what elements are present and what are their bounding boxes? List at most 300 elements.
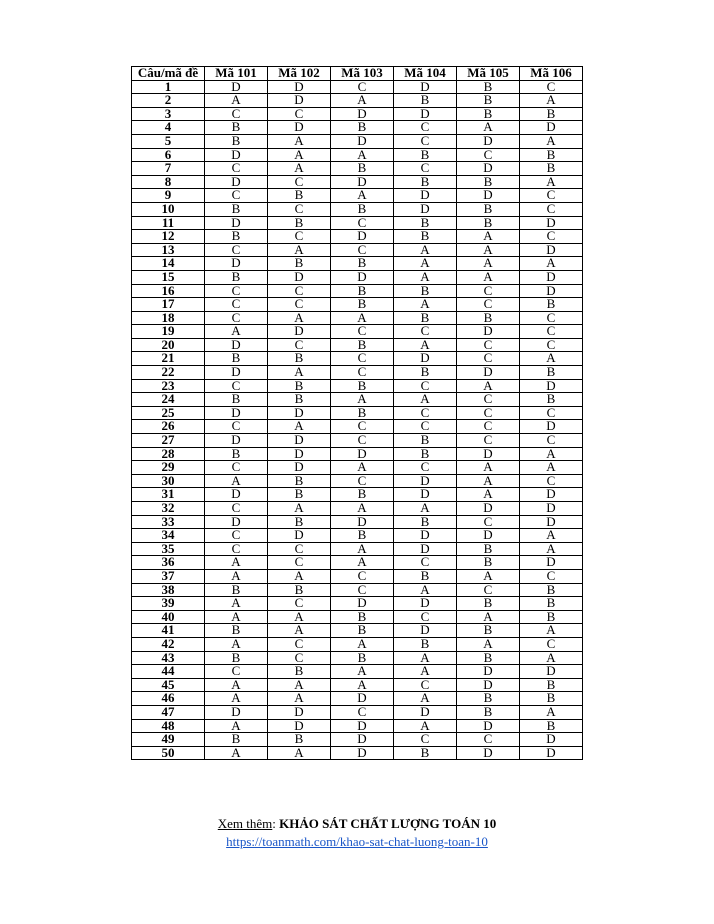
answer-cell: C: [457, 338, 520, 352]
answer-cell: D: [268, 80, 331, 94]
answer-cell: B: [520, 366, 583, 380]
answer-cell: A: [520, 461, 583, 475]
answer-cell: A: [205, 597, 268, 611]
answer-cell: B: [394, 637, 457, 651]
answer-cell: B: [457, 94, 520, 108]
answer-cell: A: [457, 461, 520, 475]
header-exam-code: Mã 104: [394, 67, 457, 81]
answer-cell: A: [394, 257, 457, 271]
answer-cell: C: [331, 420, 394, 434]
answer-cell: C: [205, 529, 268, 543]
answer-cell: B: [394, 515, 457, 529]
answer-cell: B: [394, 311, 457, 325]
answer-cell: D: [205, 216, 268, 230]
answer-cell: C: [268, 651, 331, 665]
table-row: [132, 379, 583, 393]
question-number: 18: [132, 311, 205, 325]
answer-cell: A: [331, 461, 394, 475]
table-row: [132, 189, 583, 203]
answer-cell: D: [205, 488, 268, 502]
question-number: 4: [132, 121, 205, 135]
question-number: 50: [132, 746, 205, 760]
answer-cell: A: [394, 665, 457, 679]
table-row: [132, 542, 583, 556]
answer-cell: C: [205, 665, 268, 679]
answer-cell: C: [520, 338, 583, 352]
answer-cell: D: [394, 542, 457, 556]
answer-cell: B: [205, 202, 268, 216]
table-row: [132, 515, 583, 529]
answer-cell: D: [268, 719, 331, 733]
answer-cell: B: [331, 529, 394, 543]
question-number: 34: [132, 529, 205, 543]
answer-cell: A: [205, 556, 268, 570]
table-row: [132, 406, 583, 420]
answer-cell: C: [205, 162, 268, 176]
answer-cell: B: [331, 338, 394, 352]
footer: [0, 815, 714, 851]
table-row: [132, 651, 583, 665]
answer-cell: D: [394, 189, 457, 203]
answer-cell: D: [331, 447, 394, 461]
answer-cell: C: [394, 678, 457, 692]
answer-cell: C: [268, 284, 331, 298]
answer-cell: C: [331, 325, 394, 339]
answer-cell: C: [457, 406, 520, 420]
answer-cell: A: [520, 624, 583, 638]
table-row: [132, 665, 583, 679]
answer-cell: D: [394, 474, 457, 488]
table-row: [132, 719, 583, 733]
answer-cell: C: [394, 134, 457, 148]
answer-cell: A: [394, 243, 457, 257]
answer-cell: C: [457, 298, 520, 312]
answer-cell: B: [394, 175, 457, 189]
answer-cell: C: [394, 325, 457, 339]
question-number: 35: [132, 542, 205, 556]
answer-cell: C: [268, 202, 331, 216]
answer-cell: D: [457, 678, 520, 692]
answer-cell: B: [268, 733, 331, 747]
answer-cell: B: [205, 447, 268, 461]
answer-cell: C: [457, 515, 520, 529]
answer-cell: B: [394, 434, 457, 448]
table-row: [132, 107, 583, 121]
table-row: [132, 733, 583, 747]
answer-cell: B: [457, 202, 520, 216]
answer-cell: A: [394, 393, 457, 407]
answer-cell: B: [520, 610, 583, 624]
answer-cell: B: [331, 488, 394, 502]
table-row: [132, 366, 583, 380]
answer-cell: A: [520, 529, 583, 543]
table-body: [132, 80, 583, 760]
question-number: 16: [132, 284, 205, 298]
header-question: Câu/mã đề: [132, 67, 205, 81]
answer-cell: C: [205, 420, 268, 434]
answer-cell: B: [394, 746, 457, 760]
table-row: [132, 583, 583, 597]
answer-cell: C: [331, 569, 394, 583]
answer-cell: B: [520, 692, 583, 706]
answer-cell: B: [268, 515, 331, 529]
answer-cell: D: [520, 556, 583, 570]
answer-cell: D: [520, 270, 583, 284]
header-exam-code: Mã 101: [205, 67, 268, 81]
answer-cell: D: [394, 597, 457, 611]
table-row: [132, 461, 583, 475]
see-more-link[interactable]: https://toanmath.com/khao-sat-chat-luong-toan-10: [226, 834, 488, 849]
answer-cell: A: [205, 746, 268, 760]
answer-cell: C: [331, 80, 394, 94]
table-row: [132, 678, 583, 692]
question-number: 25: [132, 406, 205, 420]
answer-cell: C: [457, 434, 520, 448]
answer-cell: B: [457, 311, 520, 325]
answer-cell: B: [394, 216, 457, 230]
answer-cell: C: [520, 189, 583, 203]
answer-cell: C: [520, 474, 583, 488]
answer-cell: D: [205, 434, 268, 448]
answer-cell: A: [205, 692, 268, 706]
answer-cell: C: [520, 637, 583, 651]
answer-cell: A: [331, 637, 394, 651]
question-number: 21: [132, 352, 205, 366]
question-number: 48: [132, 719, 205, 733]
answer-cell: D: [394, 705, 457, 719]
answer-cell: A: [394, 502, 457, 516]
answer-cell: C: [520, 406, 583, 420]
answer-cell: C: [205, 311, 268, 325]
answer-cell: B: [331, 121, 394, 135]
answer-cell: B: [268, 488, 331, 502]
table-row: [132, 434, 583, 448]
answer-cell: A: [331, 189, 394, 203]
answer-cell: A: [205, 325, 268, 339]
question-number: 39: [132, 597, 205, 611]
answer-cell: D: [520, 488, 583, 502]
see-more-line: [0, 815, 714, 833]
answer-cell: C: [205, 542, 268, 556]
answer-cell: C: [331, 243, 394, 257]
table-row: [132, 610, 583, 624]
question-number: 8: [132, 175, 205, 189]
answer-cell: B: [457, 80, 520, 94]
answer-cell: A: [268, 420, 331, 434]
table-row: [132, 352, 583, 366]
answer-cell: A: [268, 610, 331, 624]
answer-cell: B: [520, 162, 583, 176]
answer-cell: A: [205, 719, 268, 733]
table-row: [132, 162, 583, 176]
question-number: 41: [132, 624, 205, 638]
answer-cell: B: [331, 162, 394, 176]
question-number: 11: [132, 216, 205, 230]
answer-cell: C: [520, 434, 583, 448]
answer-cell: B: [331, 284, 394, 298]
answer-cell: A: [331, 393, 394, 407]
question-number: 37: [132, 569, 205, 583]
answer-cell: A: [394, 338, 457, 352]
answer-cell: C: [268, 107, 331, 121]
table-row: [132, 502, 583, 516]
answer-cell: D: [394, 488, 457, 502]
answer-cell: B: [457, 556, 520, 570]
answer-cell: A: [331, 556, 394, 570]
answer-cell: D: [331, 733, 394, 747]
answer-cell: C: [394, 379, 457, 393]
answer-cell: C: [205, 298, 268, 312]
answer-cell: B: [268, 474, 331, 488]
answer-cell: C: [205, 189, 268, 203]
question-number: 42: [132, 637, 205, 651]
answer-cell: D: [457, 665, 520, 679]
answer-cell: D: [457, 502, 520, 516]
answer-cell: C: [205, 243, 268, 257]
answer-cell: D: [520, 121, 583, 135]
table-row: [132, 597, 583, 611]
table-row: [132, 488, 583, 502]
answer-cell: B: [394, 569, 457, 583]
answer-cell: B: [520, 148, 583, 162]
answer-cell: D: [331, 597, 394, 611]
answer-cell: C: [520, 202, 583, 216]
table-row: [132, 447, 583, 461]
answer-cell: D: [520, 379, 583, 393]
answer-cell: B: [268, 189, 331, 203]
answer-cell: A: [331, 94, 394, 108]
answer-cell: B: [394, 94, 457, 108]
answer-cell: A: [205, 610, 268, 624]
answer-cell: D: [394, 80, 457, 94]
header-exam-code: Mã 106: [520, 67, 583, 81]
answer-cell: C: [394, 733, 457, 747]
answer-cell: C: [205, 107, 268, 121]
question-number: 9: [132, 189, 205, 203]
answer-cell: A: [268, 678, 331, 692]
header-exam-code: Mã 103: [331, 67, 394, 81]
answer-cell: D: [457, 746, 520, 760]
answer-cell: A: [394, 719, 457, 733]
answer-cell: A: [331, 678, 394, 692]
answer-cell: D: [331, 719, 394, 733]
question-number: 15: [132, 270, 205, 284]
question-number: 1: [132, 80, 205, 94]
answer-cell: C: [268, 556, 331, 570]
answer-cell: B: [331, 257, 394, 271]
answer-cell: A: [268, 692, 331, 706]
answer-cell: B: [268, 352, 331, 366]
see-more-separator: :: [272, 816, 280, 831]
answer-cell: C: [268, 637, 331, 651]
answer-cell: C: [331, 216, 394, 230]
answer-cell: C: [268, 175, 331, 189]
table-row: [132, 420, 583, 434]
answer-cell: D: [457, 366, 520, 380]
answer-cell: C: [394, 420, 457, 434]
answer-cell: B: [205, 733, 268, 747]
answer-cell: A: [331, 502, 394, 516]
answer-cell: C: [331, 583, 394, 597]
answer-cell: B: [205, 230, 268, 244]
answer-cell: A: [520, 257, 583, 271]
answer-cell: A: [520, 651, 583, 665]
answer-cell: B: [268, 257, 331, 271]
question-number: 32: [132, 502, 205, 516]
question-number: 3: [132, 107, 205, 121]
answer-cell: B: [268, 665, 331, 679]
answer-cell: D: [205, 705, 268, 719]
answer-cell: A: [268, 746, 331, 760]
answer-cell: D: [457, 189, 520, 203]
question-number: 20: [132, 338, 205, 352]
table-row: [132, 746, 583, 760]
header-exam-code: Mã 105: [457, 67, 520, 81]
answer-cell: A: [394, 270, 457, 284]
question-number: 2: [132, 94, 205, 108]
question-number: 33: [132, 515, 205, 529]
answer-cell: A: [394, 298, 457, 312]
answer-cell: D: [268, 705, 331, 719]
answer-cell: C: [457, 583, 520, 597]
answer-cell: D: [331, 270, 394, 284]
table-row: [132, 202, 583, 216]
answer-cell: B: [205, 583, 268, 597]
question-number: 22: [132, 366, 205, 380]
answer-cell: B: [457, 597, 520, 611]
question-number: 38: [132, 583, 205, 597]
header-exam-code: Mã 102: [268, 67, 331, 81]
answer-cell: D: [457, 447, 520, 461]
answer-cell: D: [268, 434, 331, 448]
question-number: 49: [132, 733, 205, 747]
answer-cell: D: [331, 746, 394, 760]
answer-cell: B: [394, 230, 457, 244]
question-number: 40: [132, 610, 205, 624]
table-row: [132, 705, 583, 719]
answer-cell: C: [394, 406, 457, 420]
answer-cell: B: [268, 379, 331, 393]
answer-cell: B: [331, 298, 394, 312]
answer-cell: B: [457, 216, 520, 230]
answer-cell: B: [268, 393, 331, 407]
answer-cell: D: [205, 257, 268, 271]
question-number: 23: [132, 379, 205, 393]
answer-cell: C: [331, 434, 394, 448]
answer-cell: A: [457, 474, 520, 488]
answer-cell: A: [268, 366, 331, 380]
answer-cell: C: [331, 366, 394, 380]
answer-cell: A: [457, 379, 520, 393]
answer-cell: B: [520, 298, 583, 312]
table-row: [132, 243, 583, 257]
answer-cell: A: [520, 134, 583, 148]
answer-cell: B: [205, 651, 268, 665]
see-more-title: KHẢO SÁT CHẤT LƯỢNG TOÁN 10: [279, 816, 497, 831]
answer-cell: C: [520, 311, 583, 325]
question-number: 43: [132, 651, 205, 665]
answer-cell: D: [268, 270, 331, 284]
answer-cell: A: [268, 624, 331, 638]
answer-cell: A: [394, 651, 457, 665]
table-row: [132, 80, 583, 94]
question-number: 13: [132, 243, 205, 257]
answer-key-table: [131, 66, 583, 760]
table-row: [132, 257, 583, 271]
answer-cell: B: [205, 393, 268, 407]
answer-cell: B: [520, 597, 583, 611]
answer-cell: A: [520, 352, 583, 366]
answer-cell: A: [331, 542, 394, 556]
table-row: [132, 556, 583, 570]
table-row: [132, 311, 583, 325]
table-row: [132, 474, 583, 488]
answer-cell: A: [268, 134, 331, 148]
question-number: 7: [132, 162, 205, 176]
table-row: [132, 216, 583, 230]
answer-cell: D: [331, 107, 394, 121]
question-number: 36: [132, 556, 205, 570]
question-number: 46: [132, 692, 205, 706]
answer-cell: A: [205, 637, 268, 651]
answer-cell: D: [520, 515, 583, 529]
answer-cell: B: [205, 121, 268, 135]
answer-cell: B: [520, 583, 583, 597]
answer-cell: C: [457, 733, 520, 747]
answer-cell: A: [205, 94, 268, 108]
answer-cell: B: [457, 624, 520, 638]
answer-cell: C: [457, 420, 520, 434]
answer-cell: B: [457, 692, 520, 706]
answer-cell: C: [205, 502, 268, 516]
answer-cell: A: [520, 705, 583, 719]
answer-cell: B: [457, 175, 520, 189]
answer-cell: C: [205, 379, 268, 393]
answer-cell: B: [520, 678, 583, 692]
answer-cell: A: [331, 311, 394, 325]
answer-cell: A: [520, 447, 583, 461]
answer-cell: D: [205, 515, 268, 529]
table-header-row: [132, 67, 583, 81]
answer-cell: D: [520, 420, 583, 434]
answer-cell: C: [331, 705, 394, 719]
answer-cell: D: [457, 162, 520, 176]
answer-cell: B: [268, 216, 331, 230]
answer-cell: B: [457, 651, 520, 665]
answer-cell: B: [331, 406, 394, 420]
answer-cell: B: [520, 719, 583, 733]
answer-cell: D: [457, 134, 520, 148]
answer-cell: C: [268, 597, 331, 611]
answer-cell: B: [331, 379, 394, 393]
answer-cell: A: [457, 569, 520, 583]
answer-cell: B: [331, 610, 394, 624]
answer-cell: B: [394, 148, 457, 162]
question-number: 14: [132, 257, 205, 271]
answer-cell: C: [331, 474, 394, 488]
answer-cell: D: [457, 529, 520, 543]
answer-cell: B: [394, 447, 457, 461]
answer-cell: C: [520, 569, 583, 583]
answer-cell: A: [205, 569, 268, 583]
answer-cell: B: [205, 270, 268, 284]
question-number: 47: [132, 705, 205, 719]
question-number: 30: [132, 474, 205, 488]
answer-cell: D: [268, 121, 331, 135]
answer-cell: A: [457, 488, 520, 502]
answer-cell: B: [394, 366, 457, 380]
answer-cell: C: [520, 325, 583, 339]
